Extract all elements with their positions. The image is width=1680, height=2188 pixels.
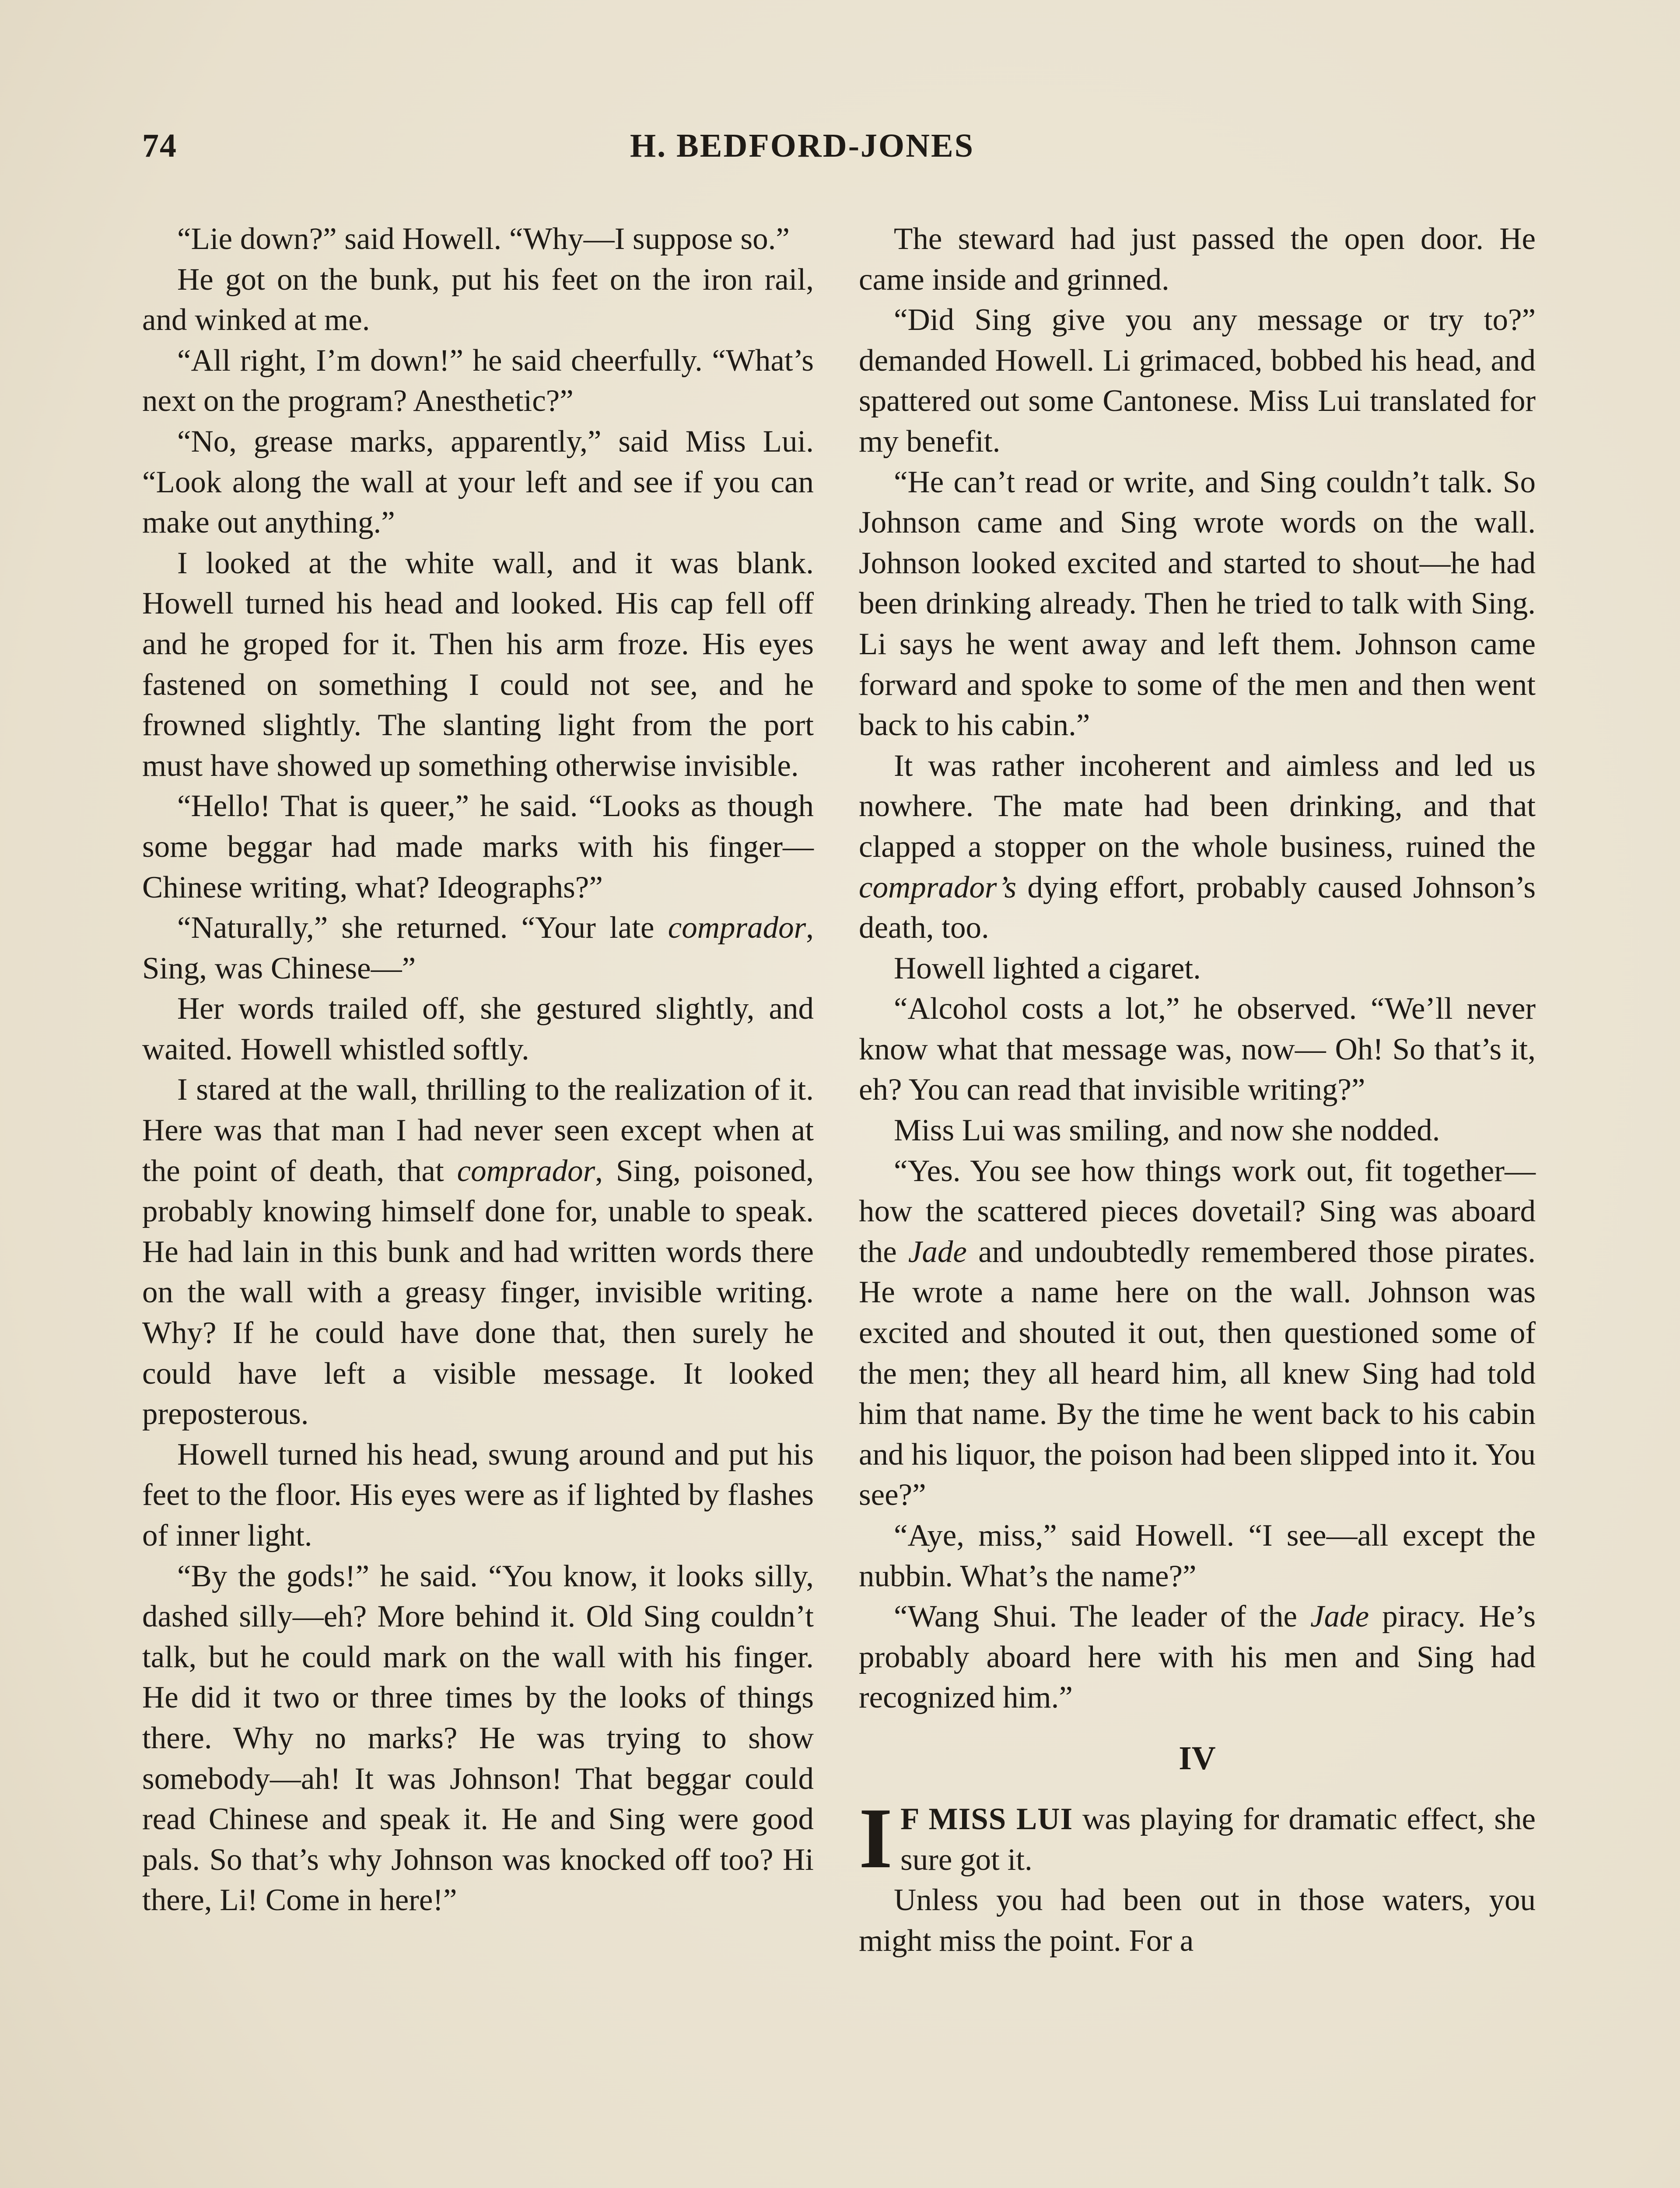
text-run: was playing for dramatic effect, she sure got it. bbox=[900, 1802, 1536, 1877]
text-run: , Sing, was Chinese—” bbox=[142, 911, 814, 985]
text-run: “Yes. You see how things work out, fit together—how the scattered pieces dovetail? Sing was aboard the bbox=[859, 1154, 1536, 1269]
text-run: It was rather incoherent and aimless and led us nowhere. The mate had been drinking, and that clapped a stopper on the whole business, ruined the bbox=[859, 748, 1536, 864]
drop-cap: I bbox=[859, 1790, 893, 1886]
paragraph: He got on the bunk, put his feet on the iron rail, and winked at me. bbox=[142, 262, 814, 337]
paragraph: Unless you had been out in those waters, you might miss the point. For a bbox=[859, 1883, 1536, 1958]
italic-ship-name: Jade bbox=[1310, 1599, 1369, 1634]
section-heading: IV bbox=[1179, 1739, 1216, 1777]
text-run: dying effort, probably caused Johnson’s death, too. bbox=[859, 870, 1536, 945]
paragraph: “Hello! That is queer,” he said. “Looks as though some beggar had made marks with his finger—Chinese writing, what? Ideographs?” bbox=[142, 789, 814, 905]
italic-term: comprador bbox=[457, 1154, 595, 1188]
paragraph: Howell lighted a cigaret. bbox=[894, 951, 1201, 985]
paragraph bbox=[142, 1069, 814, 1434]
paragraph: Miss Lui was smiling, and now she nodded. bbox=[894, 1113, 1440, 1148]
paragraph bbox=[142, 908, 814, 989]
paragraph: I looked at the white wall, and it was blank. Howell turned his head and looked. His cap fell off and he groped for it. Then his arm froze. His eyes fastened on something I could not see, and he frowned slightly. The slanting light from the port must have showed up something otherwise invisible. bbox=[142, 546, 814, 783]
text-run: “Wang Shui. The leader of the bbox=[894, 1599, 1311, 1634]
paragraph: “All right, I’m down!” he said cheerfully. “What’s next on the program? Anesthetic?” bbox=[142, 343, 814, 418]
paragraph-dropcap bbox=[859, 1790, 1536, 1886]
paragraph: Her words trailed off, she gestured slightly, and waited. Howell whistled softly. bbox=[142, 992, 814, 1066]
text-run: I stared at the wall, thrilling to the realization of it. Here was that man I had never seen except when at the point of death, that bbox=[142, 1073, 814, 1188]
paragraph: “Aye, miss,” said Howell. “I see—all except the nubbin. What’s the name?” bbox=[859, 1518, 1536, 1593]
paragraph: “Did Sing give you any message or try to?” demanded Howell. Li grimaced, bobbed his head, and spattered out some Cantonese. Miss Lui translated for my benefit. bbox=[859, 303, 1536, 459]
text-run: and undoubtedly remembered those pirates. He wrote a name here on the wall. Johnson was excited and shouted it out, then questioned some of the men; they all heard him, all knew Sing had told him that name. By the time he went back to his cabin and his liquor, the poison had been slipped into it. You see?” bbox=[859, 1234, 1536, 1512]
italic-term: comprador bbox=[668, 911, 806, 945]
text-run: piracy. He’s probably aboard here with his men and Sing had recognized him.” bbox=[859, 1599, 1536, 1715]
paragraph bbox=[859, 1151, 1536, 1515]
text-run: , Sing, poisoned, probably knowing himself done for, unable to speak. He had lain in this bunk and had written words there on the wall with a greasy finger, invisible writing. Why? If he could have done that, then surely he could have left a visible message. It looked preposterous. bbox=[142, 1154, 814, 1431]
paragraph bbox=[859, 746, 1536, 948]
page-number: 74 bbox=[142, 127, 177, 164]
paragraph: “Alcohol costs a lot,” he observed. “We’ll never know what that message was, now— Oh! So that’s it, eh? You can read that invisible writing?” bbox=[859, 992, 1536, 1107]
paragraph: “By the gods!” he said. “You know, it looks silly, dashed silly—eh? More behind it. Old Sing couldn’t talk, but he could mark on the wall with his finger. He did it two or three times by the looks of things there. Why no marks? He was trying to show somebody—ah! It was Johnson! That beggar could read Chinese and speak it. He and Sing were good pals. So that’s why Johnson was knocked off too? Hi there, Li! Come in here!” bbox=[142, 1559, 814, 1918]
paragraph: “Lie down?” said Howell. “Why—I suppose so.” bbox=[177, 222, 790, 256]
lead-in-words: F MISS LUI bbox=[900, 1802, 1073, 1836]
left-column bbox=[142, 219, 814, 1921]
paragraph: “He can’t read or write, and Sing couldn’t talk. So Johnson came and Sing wrote words on the wall. Johnson looked excited and started to shout—he had been drinking already. Then he tried to talk with Sing. Li says he went away and left them. Johnson came forward and spoke to some of the men and then went back to his cabin.” bbox=[859, 465, 1536, 743]
text-run: “Naturally,” she returned. “Your late bbox=[177, 911, 668, 945]
italic-ship-name: Jade bbox=[908, 1234, 967, 1269]
paragraph bbox=[859, 1596, 1536, 1718]
paragraph: Howell turned his head, swung around and put his feet to the floor. His eyes were as if lighted by flashes of inner light. bbox=[142, 1437, 814, 1553]
paragraph: “No, grease marks, apparently,” said Miss Lui. “Look along the wall at your left and see if you can make out anything.” bbox=[142, 424, 814, 540]
paragraph: The steward had just passed the open door. He came inside and grinned. bbox=[859, 222, 1536, 297]
right-column bbox=[859, 219, 1536, 1961]
italic-term: comprador’s bbox=[859, 870, 1017, 905]
running-head: H. BEDFORD-JONES bbox=[630, 127, 974, 164]
page-header bbox=[0, 127, 1680, 179]
